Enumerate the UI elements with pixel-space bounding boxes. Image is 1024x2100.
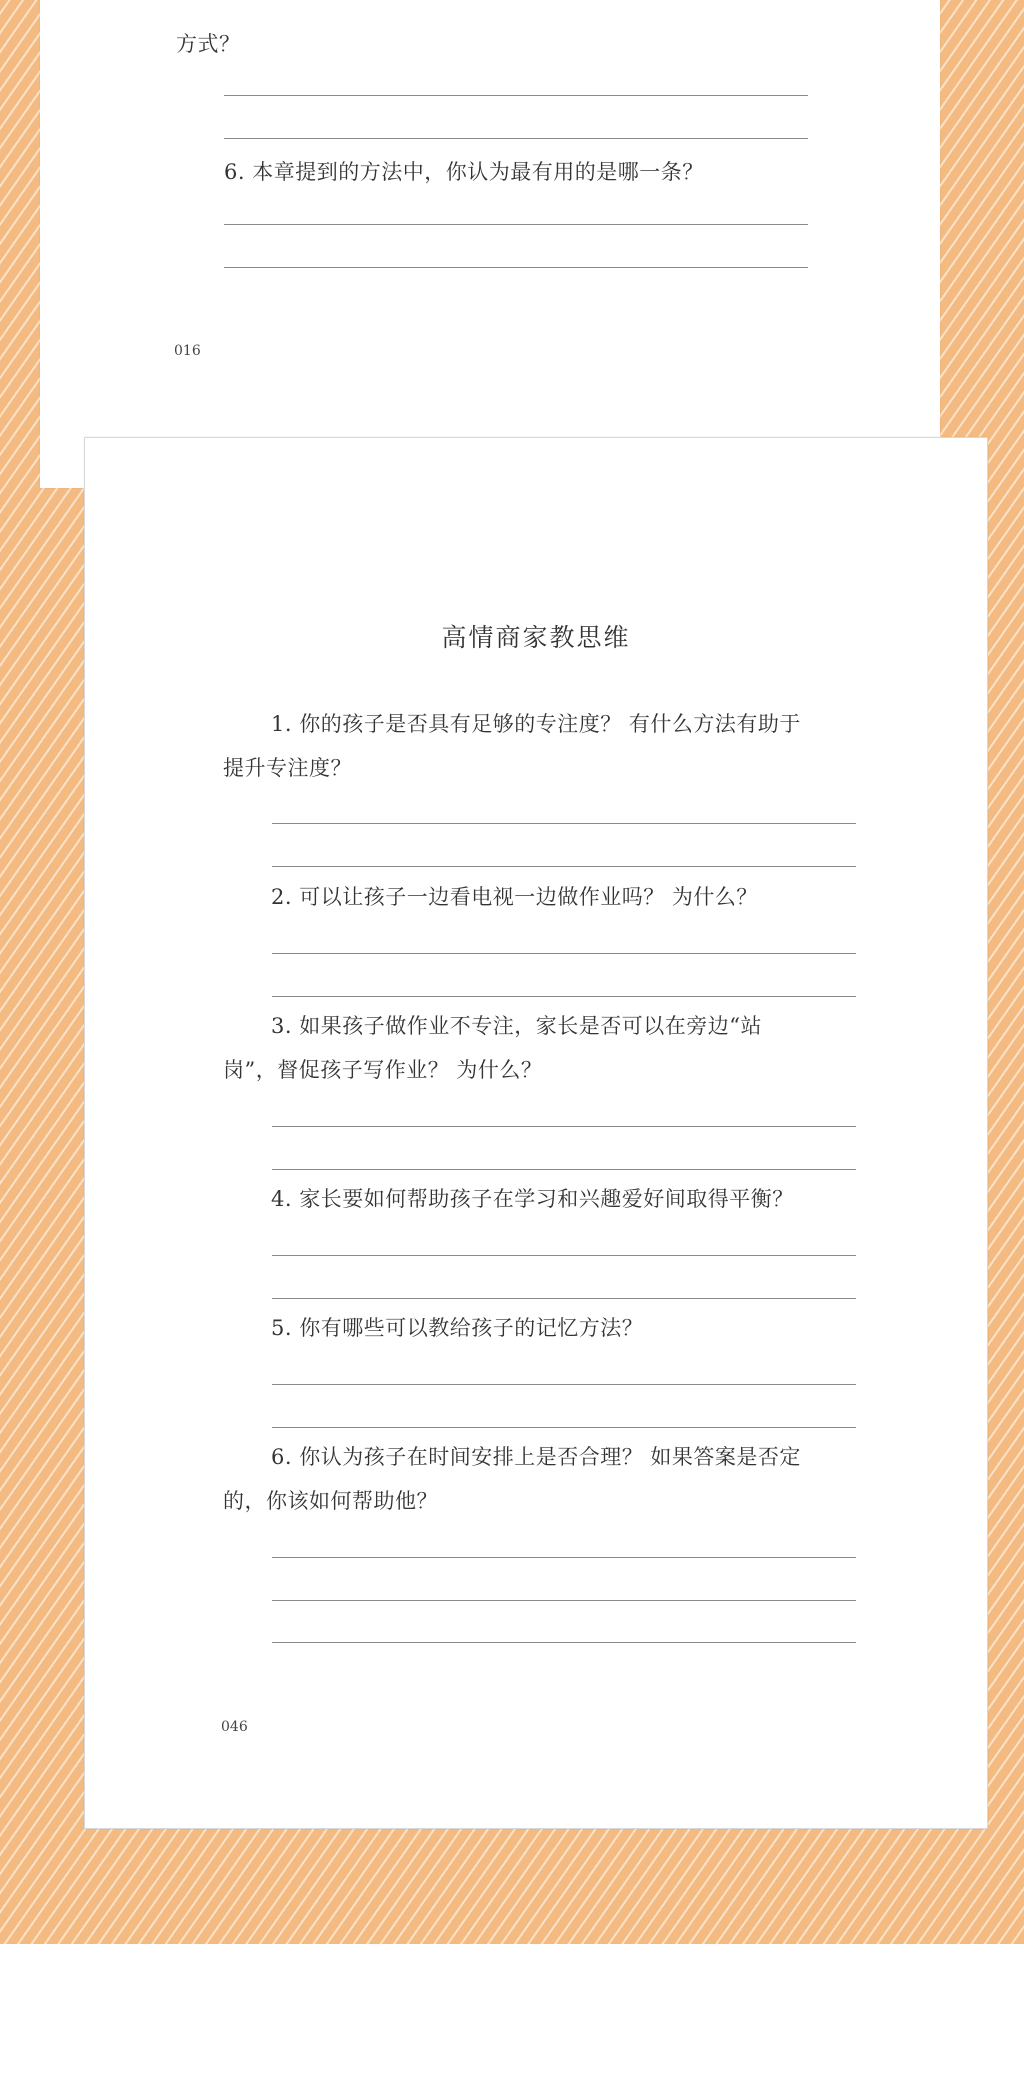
question-3: [223, 1004, 843, 1092]
question-2: [223, 875, 843, 919]
question-3-line2: 岗”，督促孩子写作业？ 为什么？: [223, 1058, 543, 1082]
question-5-line1: 5. 你有哪些可以教给孩子的记忆方法？: [271, 1316, 644, 1340]
question-1: [223, 702, 843, 790]
question-6-line2: 的，你该如何帮助他？: [223, 1489, 438, 1513]
answer-line: [224, 95, 808, 96]
answer-line: [224, 138, 808, 139]
back-workbook-page: [40, 0, 940, 488]
back-q6: 6. 本章提到的方法中，你认为最有用的是哪一条？: [224, 160, 704, 184]
answer-line: [272, 996, 856, 997]
answer-line: [272, 1384, 856, 1385]
front-workbook-page: [84, 437, 988, 1829]
answer-line: [224, 224, 808, 225]
answer-line: [272, 1169, 856, 1170]
front-page-number: 046: [221, 1719, 248, 1735]
answer-line: [272, 1600, 856, 1601]
answer-line: [272, 953, 856, 954]
answer-line: [272, 1255, 856, 1256]
back-q5-line2: 方式？: [176, 32, 241, 56]
question-6: [223, 1435, 843, 1523]
back-page-number: 016: [174, 343, 201, 359]
answer-line: [272, 866, 856, 867]
answer-line: [224, 267, 808, 268]
answer-line: [272, 1126, 856, 1127]
answer-line: [272, 1298, 856, 1299]
answer-line: [272, 823, 856, 824]
question-1-line1: 1. 你的孩子是否具有足够的专注度？ 有什么方法有助于: [271, 712, 801, 736]
question-5: [223, 1306, 843, 1350]
answer-line: [272, 1427, 856, 1428]
question-4-line1: 4. 家长要如何帮助孩子在学习和兴趣爱好间取得平衡？: [271, 1187, 794, 1211]
page-title: 高情商家教思维: [441, 623, 631, 652]
question-1-line2: 提升专注度？: [223, 756, 352, 780]
answer-line: [272, 1557, 856, 1558]
question-2-line1: 2. 可以让孩子一边看电视一边做作业吗？ 为什么？: [271, 885, 758, 909]
question-4: [223, 1177, 863, 1221]
answer-line: [272, 1642, 856, 1643]
question-3-line1: 3. 如果孩子做作业不专注，家长是否可以在旁边“站: [271, 1014, 762, 1038]
question-6-line1: 6. 你认为孩子在时间安排上是否合理？ 如果答案是否定: [271, 1445, 801, 1469]
